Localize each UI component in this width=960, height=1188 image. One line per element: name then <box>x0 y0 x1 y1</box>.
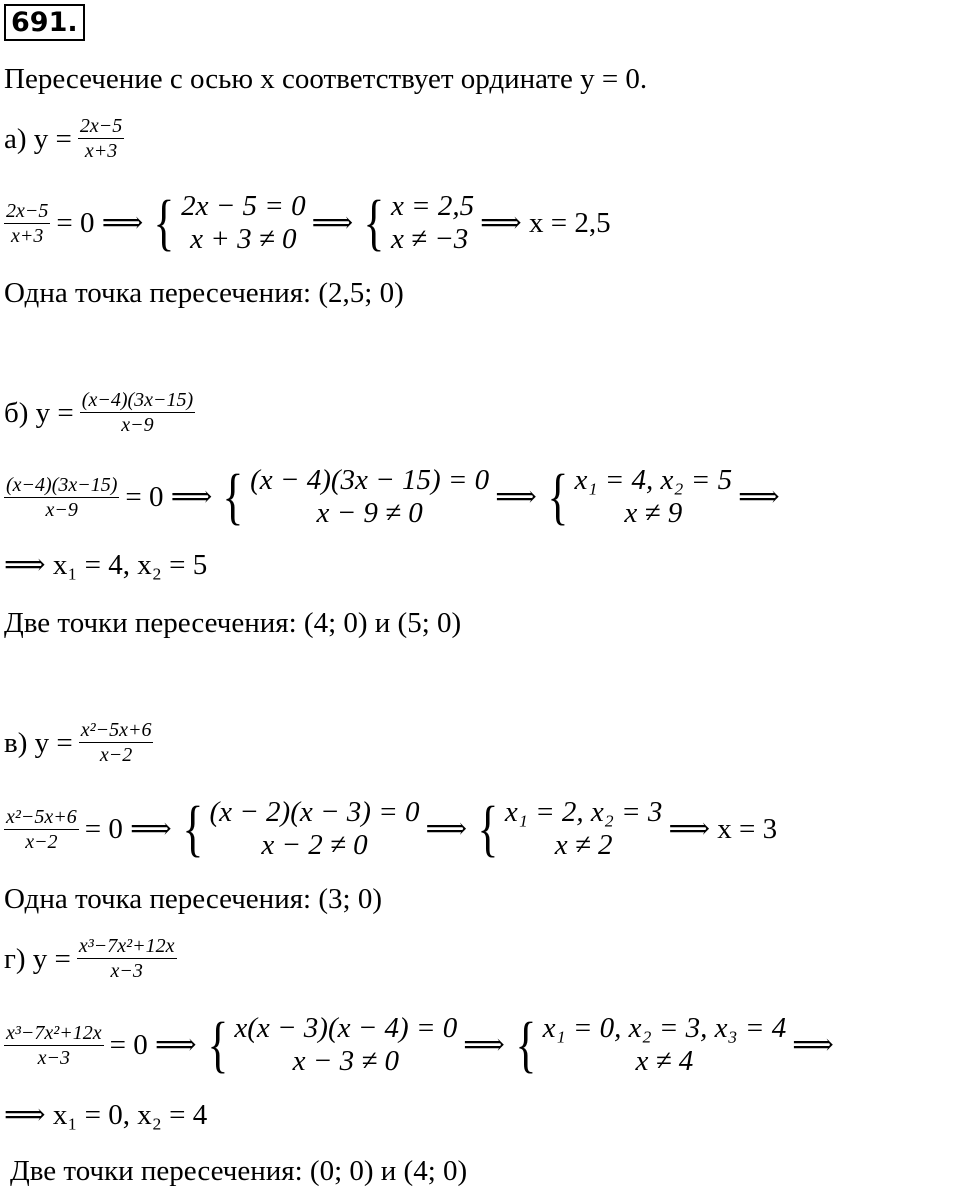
numerator: (x−4)(3x−15) <box>6 473 118 496</box>
system-row: (x − 2)(x − 3) = 0 <box>209 796 420 828</box>
system-row: x ≠ 2 <box>554 829 613 861</box>
part-c-label: в) y = <box>4 726 73 759</box>
part-a-eq-fraction <box>4 199 50 248</box>
denominator: x−9 <box>121 414 154 436</box>
equals-zero-implies: = 0 ⟹ <box>109 1029 197 1061</box>
part-c-equation <box>4 796 783 862</box>
numerator: 2x−5 <box>6 199 49 222</box>
denominator: x−2 <box>25 830 58 853</box>
denominator: x−9 <box>45 498 78 521</box>
part-a-answer: Одна точка пересечения: (2,5; 0) <box>4 277 404 309</box>
system-row: x₁ = 2, x₂ = 3 <box>504 796 663 828</box>
equals-zero-implies: = 0 ⟹ <box>56 207 144 239</box>
system-row: x₁ = 0, x₂ = 3, x₃ = 4 <box>542 1012 787 1044</box>
system-row: x − 9 ≠ 0 <box>316 497 423 529</box>
part-b-roots: ⟹ x₁ = 4, x₂ = 5 <box>4 549 208 581</box>
part-d-eq-fraction <box>4 1021 104 1070</box>
implies-arrow: ⟹ <box>792 1029 834 1061</box>
system-row: x = 2,5 <box>390 190 475 222</box>
part-b-system-2: { x₁ = 4, x₂ = 5 x ≠ 9 <box>547 463 733 531</box>
part-b-label: б) y = <box>4 396 74 429</box>
denominator: x−3 <box>37 1046 70 1069</box>
implies-arrow: ⟹ <box>495 481 537 513</box>
system-row: x ≠ 9 <box>624 497 683 529</box>
problem-number: 691. <box>4 4 85 41</box>
implies-arrow: ⟹ <box>311 207 354 239</box>
part-c-system-1: { (x − 2)(x − 3) = 0 x − 2 ≠ 0 <box>182 795 420 863</box>
part-d-function <box>4 934 177 983</box>
part-c-function <box>4 718 153 767</box>
part-a-system-2: { x = 2,5 x ≠ −3 <box>363 189 475 257</box>
part-a-function-fraction <box>78 114 124 163</box>
system-row: x − 3 ≠ 0 <box>292 1045 399 1077</box>
part-b-answer: Две точки пересечения: (4; 0) и (5; 0) <box>4 607 462 639</box>
system-row: x₁ = 4, x₂ = 5 <box>574 464 733 496</box>
part-d-answer: Две точки пересечения: (0; 0) и (4; 0) <box>10 1155 468 1187</box>
part-a-function <box>4 114 124 163</box>
part-d-function-fraction <box>77 934 177 983</box>
numerator: (x−4)(3x−15) <box>81 389 194 411</box>
part-c-answer: Одна точка пересечения: (3; 0) <box>4 883 382 915</box>
part-b-equation <box>4 464 786 530</box>
numerator: x²−5x+6 <box>6 805 77 828</box>
system-row: 2x − 5 = 0 <box>181 190 306 222</box>
part-b-function <box>4 388 195 437</box>
system-row: (x − 4)(3x − 15) = 0 <box>250 464 490 496</box>
part-d-roots: ⟹ x₁ = 0, x₂ = 4 <box>4 1099 208 1131</box>
part-c-eq-fraction <box>4 805 79 854</box>
system-row: x − 2 ≠ 0 <box>261 829 368 861</box>
numerator: x³−7x²+12x <box>6 1021 102 1044</box>
part-a-equation <box>4 190 617 256</box>
part-a-result: ⟹ x = 2,5 <box>480 207 611 239</box>
system-row: x ≠ 4 <box>635 1045 694 1077</box>
part-b-system-1: { (x − 4)(3x − 15) = 0 x − 9 ≠ 0 <box>222 463 490 531</box>
part-d-equation <box>4 1012 840 1078</box>
part-d-system-1: { x(x − 3)(x − 4) = 0 x − 3 ≠ 0 <box>207 1011 458 1079</box>
part-a-system-1: { 2x − 5 = 0 x + 3 ≠ 0 <box>153 189 306 257</box>
equals-zero-implies: = 0 ⟹ <box>125 481 213 513</box>
denominator: x−2 <box>99 744 133 766</box>
intro-text: Пересечение с осью x соответствует ординате y = 0. <box>4 63 648 95</box>
system-row: x ≠ −3 <box>390 223 469 255</box>
part-c-function-fraction <box>79 718 154 767</box>
part-a-label: а) y = <box>4 122 72 155</box>
implies-arrow: ⟹ <box>425 813 468 845</box>
numerator: x³−7x²+12x <box>78 935 175 957</box>
denominator: x+3 <box>11 224 44 247</box>
denominator: x+3 <box>84 140 118 162</box>
implies-arrow: ⟹ <box>738 481 780 513</box>
denominator: x−3 <box>110 960 143 982</box>
implies-arrow: ⟹ <box>463 1029 505 1061</box>
numerator: x²−5x+6 <box>80 719 152 741</box>
part-c-result: ⟹ x = 3 <box>668 813 778 845</box>
part-b-eq-fraction <box>4 473 119 522</box>
part-c-system-2: { x₁ = 2, x₂ = 3 x ≠ 2 <box>477 795 663 863</box>
system-row: x(x − 3)(x − 4) = 0 <box>234 1012 458 1044</box>
part-d-system-2: { x₁ = 0, x₂ = 3, x₃ = 4 x ≠ 4 <box>515 1011 787 1079</box>
equals-zero-implies: = 0 ⟹ <box>84 813 172 845</box>
part-d-label: г) y = <box>4 942 71 975</box>
numerator: 2x−5 <box>79 115 123 137</box>
system-row: x + 3 ≠ 0 <box>190 223 297 255</box>
part-b-function-fraction <box>80 388 195 437</box>
